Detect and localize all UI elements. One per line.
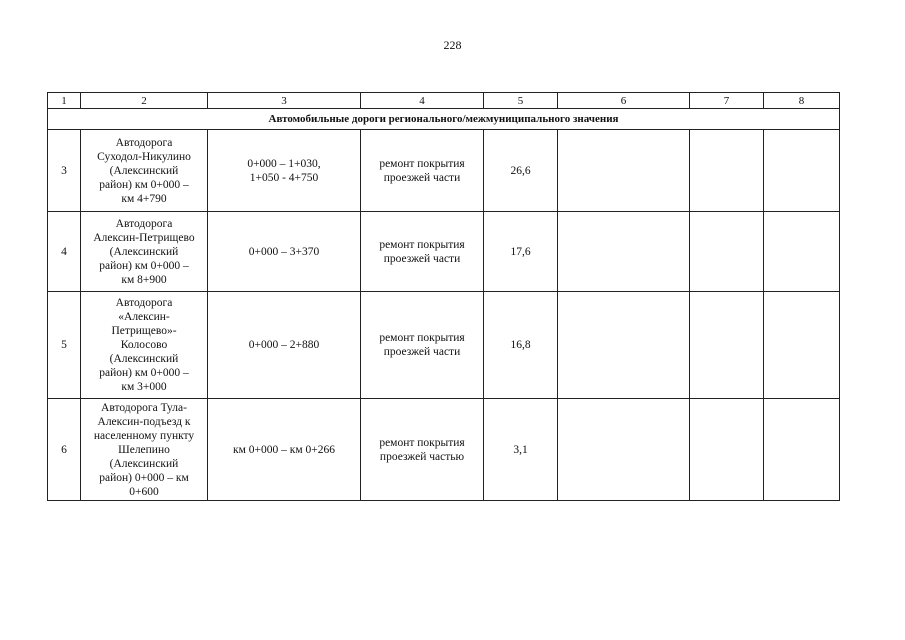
- segment-cell: км 0+000 – км 0+266: [208, 399, 361, 501]
- empty-cell: [558, 399, 690, 501]
- empty-cell: [764, 212, 840, 292]
- column-number: 7: [690, 93, 764, 109]
- roads-table: [47, 92, 840, 501]
- table-row: [48, 399, 840, 501]
- column-number: 6: [558, 93, 690, 109]
- column-number: 8: [764, 93, 840, 109]
- segment-cell: 0+000 – 1+030, 1+050 - 4+750: [208, 130, 361, 212]
- empty-cell: [690, 292, 764, 399]
- row-number-cell: 3: [48, 130, 81, 212]
- empty-cell: [690, 212, 764, 292]
- road-name-cell: Автодорога «Алексин- Петрищево»- Колосово (Алексинский район) км 0+000 – км 3+000: [81, 292, 208, 399]
- empty-cell: [558, 130, 690, 212]
- row-number-cell: 4: [48, 212, 81, 292]
- value-cell: 3,1: [484, 399, 558, 501]
- row-number-cell: 5: [48, 292, 81, 399]
- value-cell: 26,6: [484, 130, 558, 212]
- table-row: [48, 292, 840, 399]
- empty-cell: [764, 399, 840, 501]
- section-title: Автомобильные дороги регионального/межмуниципального значения: [48, 109, 840, 130]
- work-type-cell: ремонт покрытия проезжей части: [361, 130, 484, 212]
- section-row: [48, 109, 840, 130]
- segment-cell: 0+000 – 3+370: [208, 212, 361, 292]
- column-number-row: [48, 93, 840, 109]
- empty-cell: [764, 130, 840, 212]
- work-type-cell: ремонт покрытия проезжей частью: [361, 399, 484, 501]
- road-name-cell: Автодорога Алексин-Петрищево (Алексинский район) км 0+000 – км 8+900: [81, 212, 208, 292]
- road-name-cell: Автодорога Суходол-Никулино (Алексинский район) км 0+000 – км 4+790: [81, 130, 208, 212]
- empty-cell: [690, 130, 764, 212]
- column-number: 4: [361, 93, 484, 109]
- empty-cell: [558, 212, 690, 292]
- column-number: 1: [48, 93, 81, 109]
- road-name-cell: Автодорога Тула- Алексин-подъезд к населенному пункту Шелепино (Алексинский район) 0+000 – км 0+600: [81, 399, 208, 501]
- row-number-cell: 6: [48, 399, 81, 501]
- table-row: [48, 212, 840, 292]
- empty-cell: [690, 399, 764, 501]
- value-cell: 17,6: [484, 212, 558, 292]
- column-number: 2: [81, 93, 208, 109]
- segment-cell: 0+000 – 2+880: [208, 292, 361, 399]
- empty-cell: [558, 292, 690, 399]
- column-number: 3: [208, 93, 361, 109]
- empty-cell: [764, 292, 840, 399]
- value-cell: 16,8: [484, 292, 558, 399]
- work-type-cell: ремонт покрытия проезжей части: [361, 212, 484, 292]
- work-type-cell: ремонт покрытия проезжей части: [361, 292, 484, 399]
- table-row: [48, 130, 840, 212]
- page-number: 228: [443, 38, 462, 52]
- column-number: 5: [484, 93, 558, 109]
